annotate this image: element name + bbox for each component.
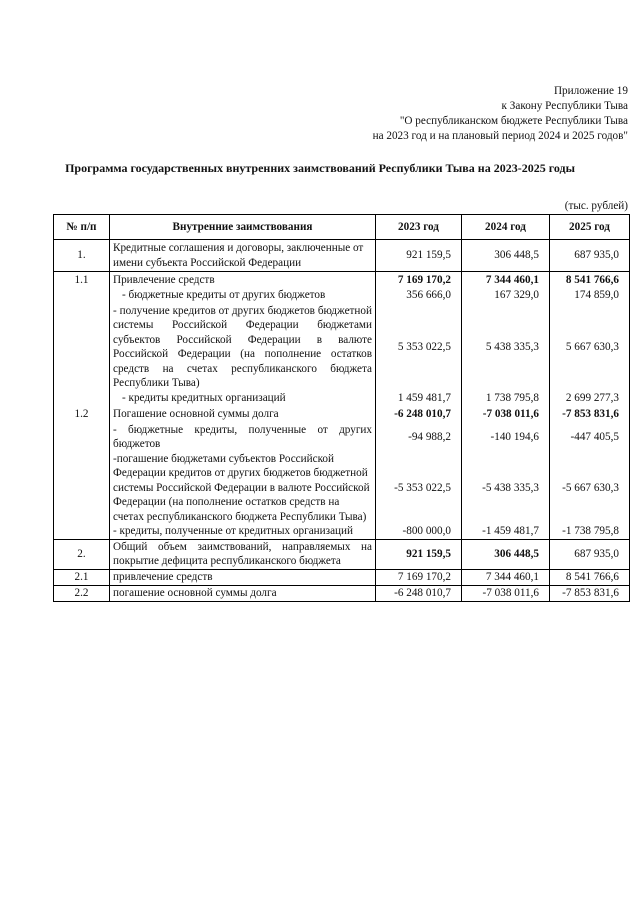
row-num bbox=[54, 391, 110, 407]
value-2023: -6 248 010,7 bbox=[376, 407, 462, 423]
value-2024: 306 448,5 bbox=[462, 240, 550, 272]
value-2024: -5 438 335,3 bbox=[462, 452, 550, 525]
annex-header bbox=[373, 84, 628, 144]
annex-line: к Закону Республики Тыва bbox=[501, 100, 628, 112]
table-row bbox=[54, 272, 630, 288]
row-desc: - бюджетные кредиты от других бюджетов bbox=[110, 288, 376, 304]
row-desc: Привлечение средств bbox=[110, 272, 376, 288]
value-2025: 5 667 630,3 bbox=[550, 304, 630, 391]
value-2024: -7 038 011,6 bbox=[462, 407, 550, 423]
header-num: № п/п bbox=[54, 215, 110, 240]
table-row bbox=[54, 585, 630, 601]
value-2023: -94 988,2 bbox=[376, 423, 462, 452]
table-row bbox=[54, 240, 630, 272]
units-label: (тыс. рублей) bbox=[564, 200, 628, 212]
row-desc: - кредиты кредитных организаций bbox=[110, 391, 376, 407]
value-2023: -800 000,0 bbox=[376, 524, 462, 539]
value-2025: -7 853 831,6 bbox=[550, 585, 630, 601]
value-2024: 7 344 460,1 bbox=[462, 569, 550, 585]
table-row bbox=[54, 304, 630, 391]
row-desc: - бюджетные кредиты, полученные от других бюджетов bbox=[110, 423, 376, 452]
table-row bbox=[54, 423, 630, 452]
value-2023: 1 459 481,7 bbox=[376, 391, 462, 407]
table-header-row bbox=[54, 215, 630, 240]
value-2025: 687 935,0 bbox=[550, 240, 630, 272]
row-desc: Погашение основной суммы долга bbox=[110, 407, 376, 423]
value-2024: 7 344 460,1 bbox=[462, 272, 550, 288]
row-num: 2. bbox=[54, 539, 110, 569]
value-2024: 1 738 795,8 bbox=[462, 391, 550, 407]
value-2025: 2 699 277,3 bbox=[550, 391, 630, 407]
value-2024: 306 448,5 bbox=[462, 539, 550, 569]
row-desc: - кредиты, полученные от кредитных организаций bbox=[110, 524, 376, 539]
borrowing-table bbox=[53, 214, 630, 602]
document-title: Программа государственных внутренних заимствований Республики Тыва на 2023-2025 годы bbox=[65, 161, 575, 175]
value-2024: -7 038 011,6 bbox=[462, 585, 550, 601]
value-2023: 921 159,5 bbox=[376, 240, 462, 272]
row-num: 2.2 bbox=[54, 585, 110, 601]
row-desc: Общий объем заимствований, направляемых на покрытие дефицита республиканского бюджета bbox=[110, 539, 376, 569]
value-2023: 7 169 170,2 bbox=[376, 569, 462, 585]
row-desc: привлечение средств bbox=[110, 569, 376, 585]
row-num bbox=[54, 288, 110, 304]
row-num: 1.2 bbox=[54, 407, 110, 423]
row-num: 1.1 bbox=[54, 272, 110, 288]
table-row bbox=[54, 391, 630, 407]
value-2025: -1 738 795,8 bbox=[550, 524, 630, 539]
header-2025: 2025 год bbox=[550, 215, 630, 240]
value-2024: -140 194,6 bbox=[462, 423, 550, 452]
table-row bbox=[54, 539, 630, 569]
annex-line: "О республиканском бюджете Республики Тыва bbox=[399, 115, 628, 127]
value-2024: 167 329,0 bbox=[462, 288, 550, 304]
value-2023: 921 159,5 bbox=[376, 539, 462, 569]
table-row bbox=[54, 288, 630, 304]
row-desc: Кредитные соглашения и договоры, заключенные от имени субъекта Российской Федерации bbox=[110, 240, 376, 272]
header-desc: Внутренние заимствования bbox=[110, 215, 376, 240]
annex-line: Приложение 19 bbox=[553, 85, 628, 97]
value-2025: 8 541 766,6 bbox=[550, 272, 630, 288]
row-num bbox=[54, 304, 110, 391]
value-2025: 687 935,0 bbox=[550, 539, 630, 569]
value-2023: -6 248 010,7 bbox=[376, 585, 462, 601]
table-row bbox=[54, 452, 630, 525]
row-num bbox=[54, 423, 110, 452]
value-2024: -1 459 481,7 bbox=[462, 524, 550, 539]
header-2024: 2024 год bbox=[462, 215, 550, 240]
table-row bbox=[54, 524, 630, 539]
value-2023: -5 353 022,5 bbox=[376, 452, 462, 525]
row-num: 2.1 bbox=[54, 569, 110, 585]
value-2025: 174 859,0 bbox=[550, 288, 630, 304]
value-2024: 5 438 335,3 bbox=[462, 304, 550, 391]
row-num: 1. bbox=[54, 240, 110, 272]
row-num bbox=[54, 524, 110, 539]
row-desc: погашение основной суммы долга bbox=[110, 585, 376, 601]
value-2023: 7 169 170,2 bbox=[376, 272, 462, 288]
header-2023: 2023 год bbox=[376, 215, 462, 240]
value-2023: 356 666,0 bbox=[376, 288, 462, 304]
value-2025: -7 853 831,6 bbox=[550, 407, 630, 423]
value-2023: 5 353 022,5 bbox=[376, 304, 462, 391]
annex-line: на 2023 год и на плановый период 2024 и 2025 годов" bbox=[372, 130, 628, 142]
value-2025: 8 541 766,6 bbox=[550, 569, 630, 585]
table-row bbox=[54, 569, 630, 585]
row-desc: - получение кредитов от других бюджетов бюджетной системы Российской Федерации бюджетами субъектов Российской Федерации в валюте Российской Федерации (на пополнение остатков средств на счетах республиканского бюджета Республики Тыва) bbox=[110, 304, 376, 391]
row-num bbox=[54, 452, 110, 525]
row-desc: -погашение бюджетами субъектов Российской Федерации кредитов от других бюджетов бюджетной системы Российской Федерации в валюте Российской Федерации (на пополнение остатков средств на счетах республиканского бюджета Республики Тыва) bbox=[110, 452, 376, 525]
value-2025: -447 405,5 bbox=[550, 423, 630, 452]
value-2025: -5 667 630,3 bbox=[550, 452, 630, 525]
table-row bbox=[54, 407, 630, 423]
